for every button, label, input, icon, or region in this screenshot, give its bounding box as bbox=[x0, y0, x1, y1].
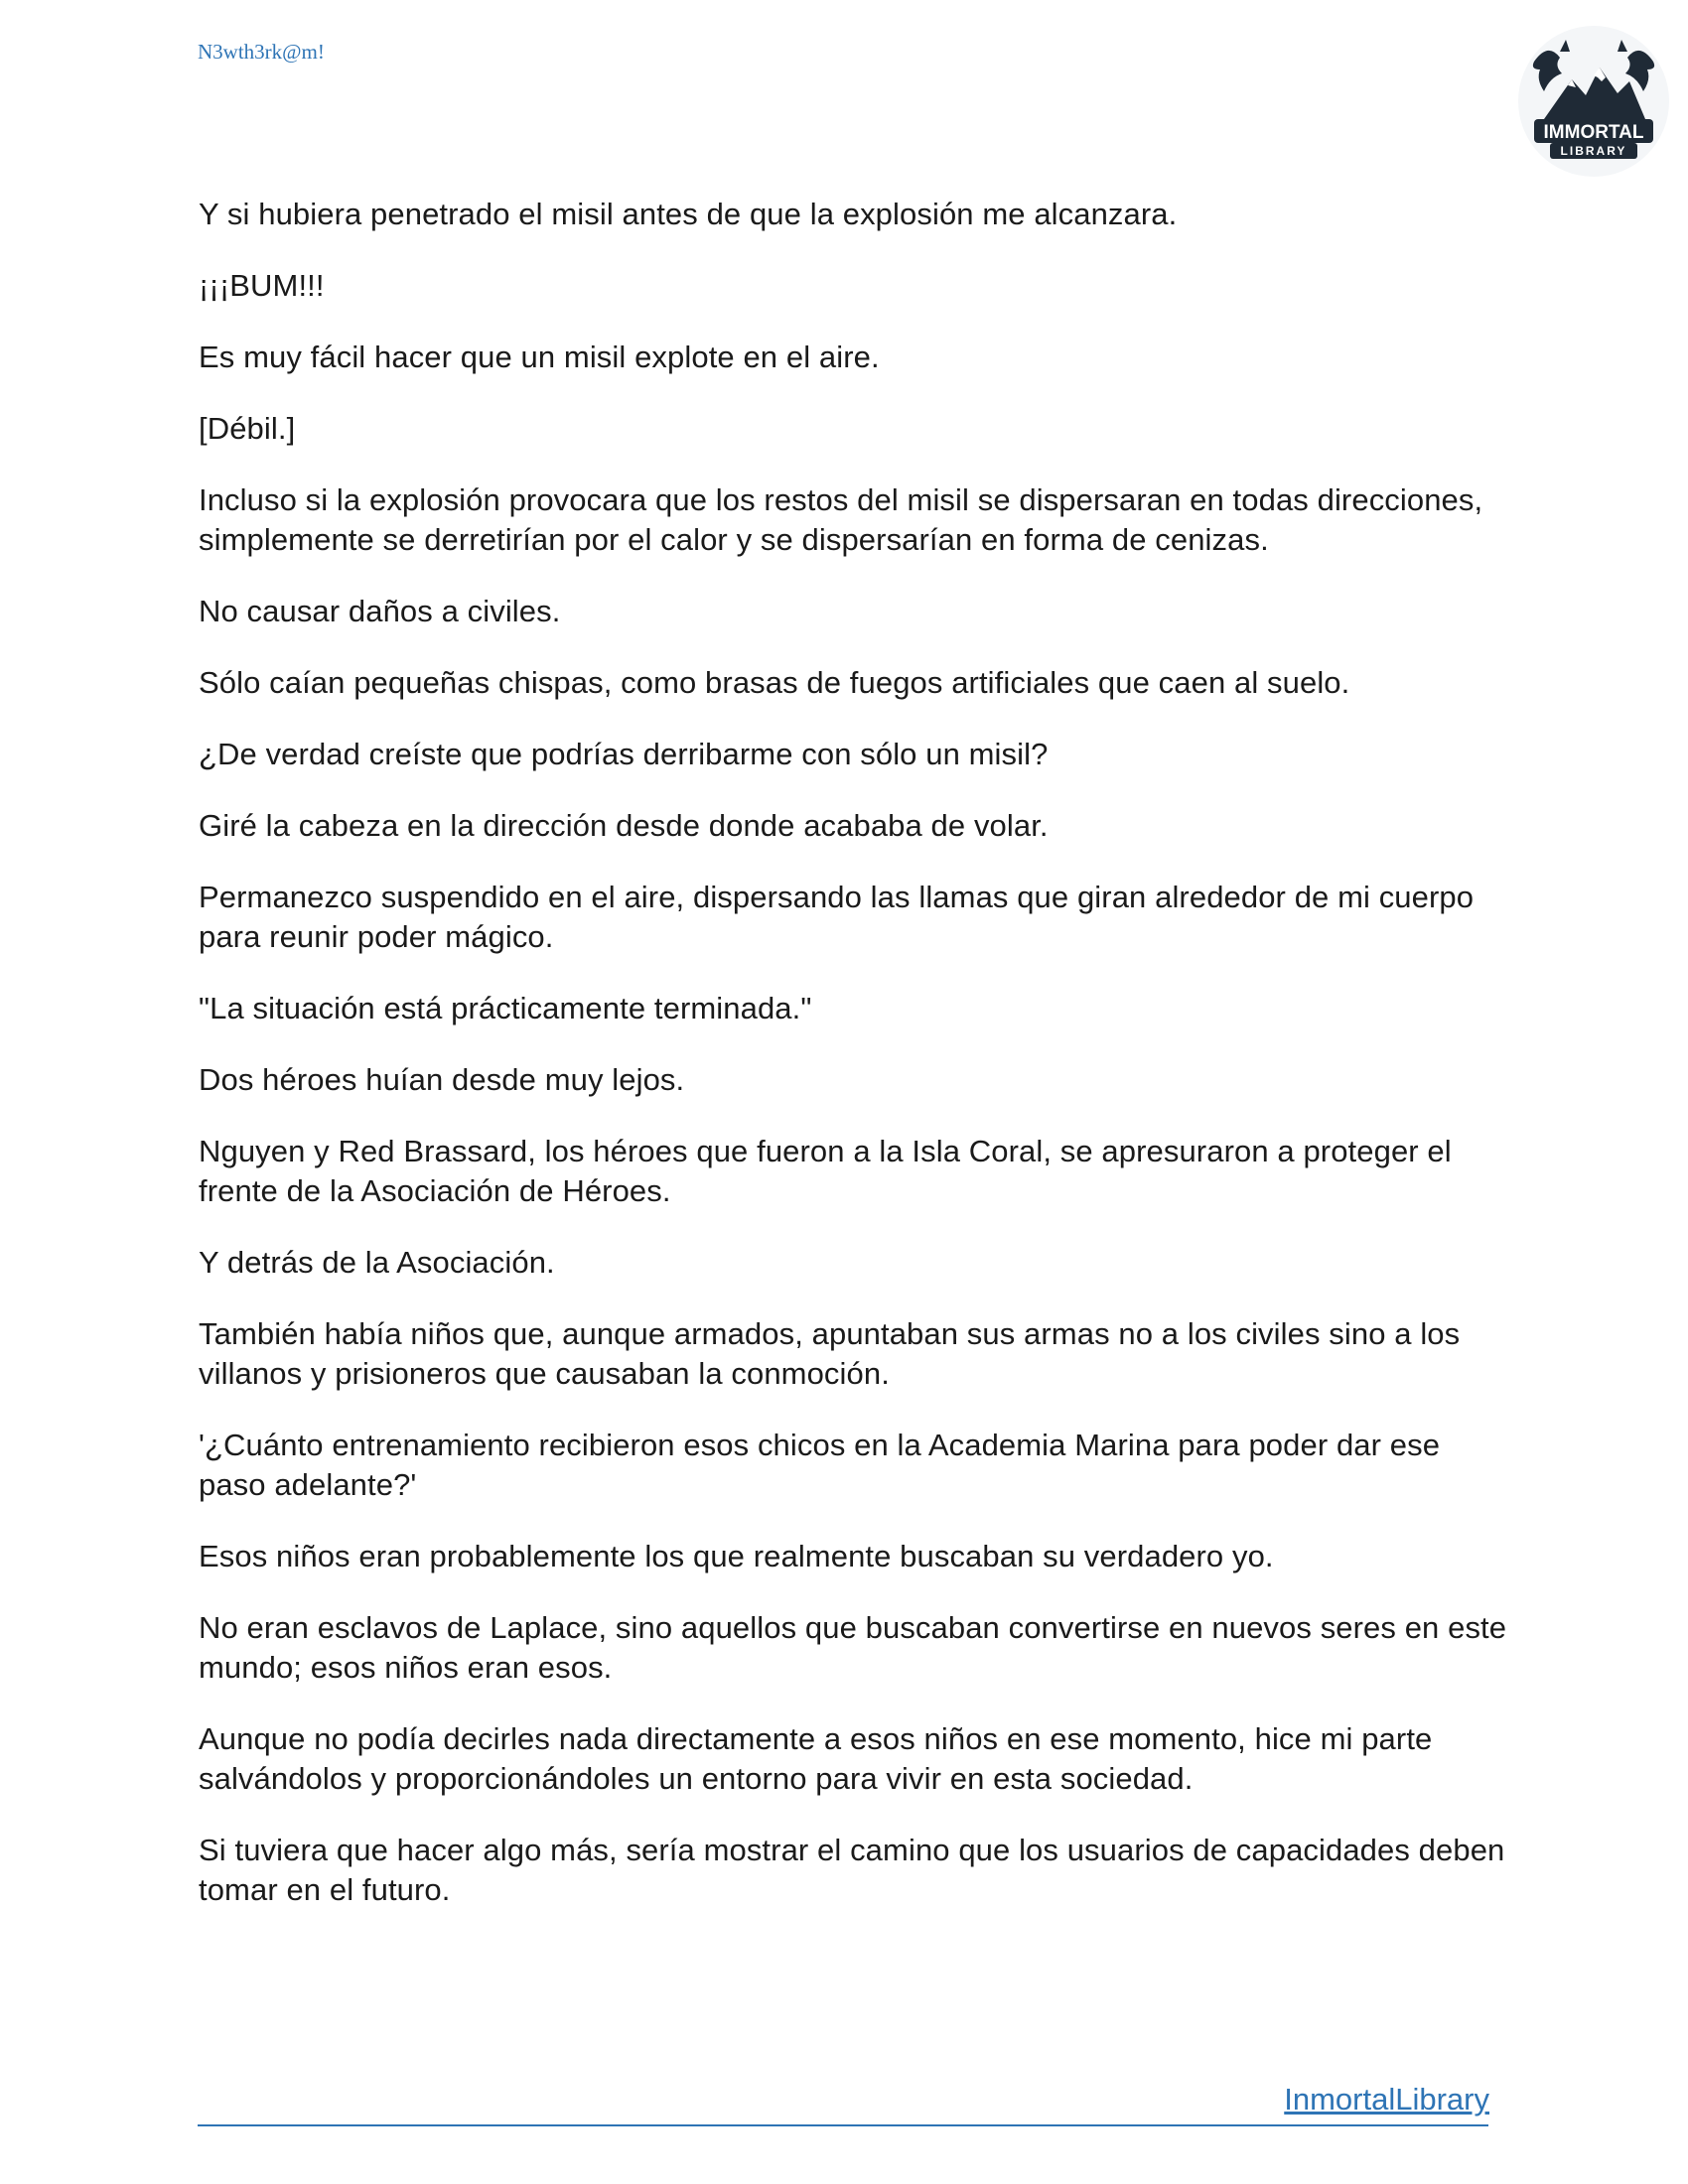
paragraph: Sólo caían pequeñas chispas, como brasas de fuegos artificiales que caen al suelo. bbox=[199, 665, 1350, 700]
paragraph: Aunque no podía decirles nada directamente a esos niños en ese momento, hice mi parte salvándolos y proporcionándoles un entorno para vivir en esta sociedad. bbox=[199, 1721, 1433, 1796]
header-text: N3wth3rk@m! bbox=[198, 40, 325, 64]
paragraph: ¡¡¡BUM!!! bbox=[199, 268, 325, 303]
paragraph: '¿Cuánto entrenamiento recibieron esos chicos en la Academia Marina para poder dar ese paso adelante?' bbox=[199, 1428, 1441, 1502]
dragon-castle-logo-icon bbox=[1514, 22, 1673, 181]
paragraph: [Débil.] bbox=[199, 411, 296, 446]
paragraph: Dos héroes huían desde muy lejos. bbox=[199, 1062, 685, 1097]
paragraph: "La situación está prácticamente terminada." bbox=[199, 991, 812, 1025]
paragraph: Giré la cabeza en la dirección desde donde acababa de volar. bbox=[199, 808, 1049, 843]
paragraph: No causar daños a civiles. bbox=[199, 594, 561, 628]
footer-link[interactable]: InmortalLibrary bbox=[1284, 2082, 1489, 2116]
paragraph: No eran esclavos de Laplace, sino aquellos que buscaban convertirse en nuevos seres en este mundo; esos niños eran esos. bbox=[199, 1610, 1507, 1685]
footer-divider bbox=[198, 2124, 1488, 2126]
logo-line2: LIBRARY bbox=[1560, 144, 1627, 158]
paragraph: Y detrás de la Asociación. bbox=[199, 1245, 555, 1280]
paragraph: Si tuviera que hacer algo más, sería mostrar el camino que los usuarios de capacidades deben tomar en el futuro. bbox=[199, 1833, 1505, 1907]
paragraph: Es muy fácil hacer que un misil explote en el aire. bbox=[199, 340, 880, 374]
logo-line1: IMMORTAL bbox=[1543, 122, 1644, 143]
paragraph: Incluso si la explosión provocara que los restos del misil se dispersaran en todas direcciones, simplemente se derretirían por el calor y se dispersarían en forma de cenizas. bbox=[199, 482, 1483, 557]
immortal-library-logo bbox=[1514, 22, 1673, 181]
paragraph: Nguyen y Red Brassard, los héroes que fueron a la Isla Coral, se apresuraron a proteger el frente de la Asociación de Héroes. bbox=[199, 1134, 1452, 1208]
document-body bbox=[199, 195, 1509, 1942]
paragraph: Y si hubiera penetrado el misil antes de que la explosión me alcanzara. bbox=[199, 197, 1178, 231]
paragraph: ¿De verdad creíste que podrías derribarme con sólo un misil? bbox=[199, 737, 1049, 771]
paragraph: También había niños que, aunque armados, apuntaban sus armas no a los civiles sino a los villanos y prisioneros que causaban la conmoción. bbox=[199, 1316, 1461, 1391]
paragraph: Esos niños eran probablemente los que realmente buscaban su verdadero yo. bbox=[199, 1539, 1274, 1573]
paragraph: Permanezco suspendido en el aire, dispersando las llamas que giran alrededor de mi cuerpo para reunir poder mágico. bbox=[199, 880, 1475, 954]
